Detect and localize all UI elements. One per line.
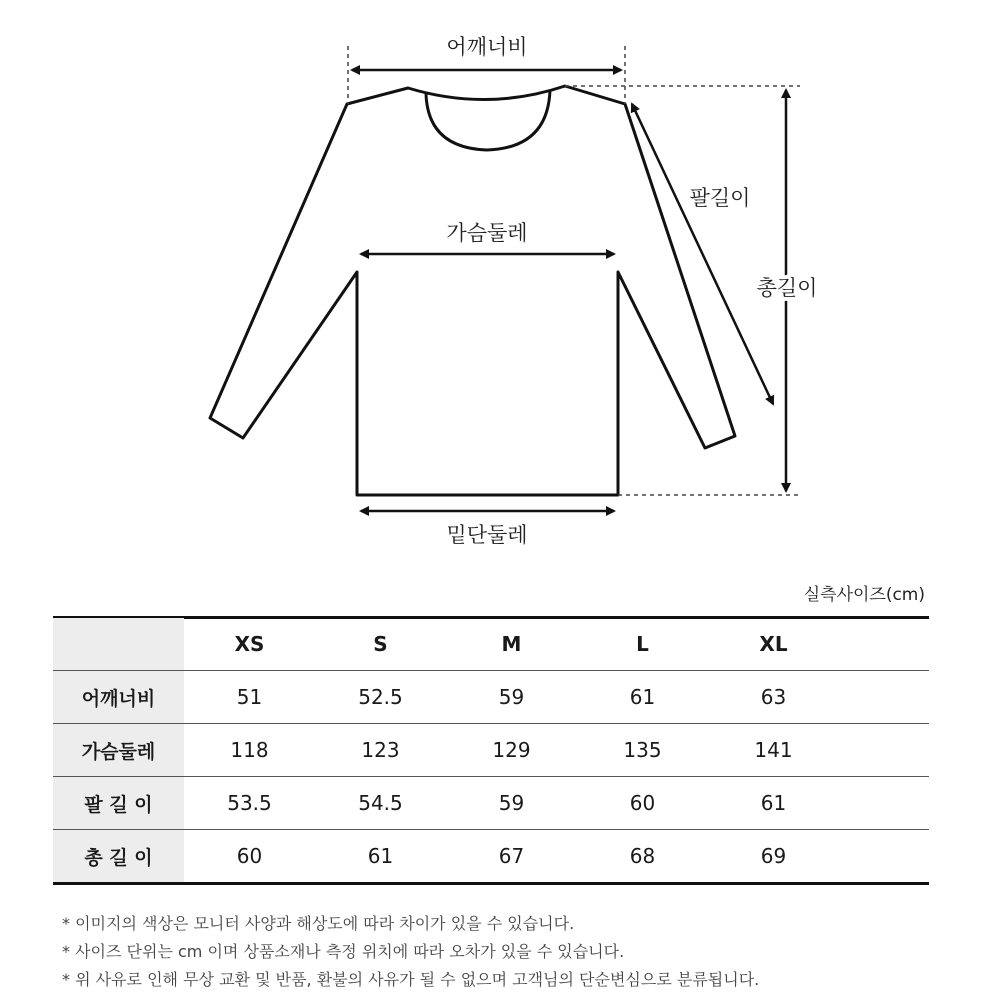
note-line: * 위 사유로 인해 무상 교환 및 반품, 환불의 사유가 될 수 없으며 고객님의 단순변심으로 분류됩니다. <box>62 970 760 989</box>
table-cell: 61 <box>577 671 708 724</box>
table-row <box>53 671 929 724</box>
table-cell: 51 <box>184 671 315 724</box>
row-label: 가슴둘레 <box>53 724 184 777</box>
size-header: XL <box>708 618 839 671</box>
table-cell: 123 <box>315 724 446 777</box>
total-length-label: 총길이 <box>756 276 818 300</box>
shirt-outline <box>210 86 735 495</box>
size-header: M <box>446 618 577 671</box>
row-label: 팔 길 이 <box>53 777 184 830</box>
note-line: * 사이즈 단위는 cm 이며 상품소재나 측정 위치에 따라 오차가 있을 수 있습니다. <box>62 942 625 961</box>
table-cell: 118 <box>184 724 315 777</box>
table-cell: 141 <box>708 724 839 777</box>
notes <box>62 910 759 994</box>
table-corner <box>53 618 184 671</box>
table-cell: 54.5 <box>315 777 446 830</box>
chest-label: 가슴둘레 <box>446 221 528 245</box>
row-label: 총 길 이 <box>53 830 184 884</box>
table-cell: 53.5 <box>184 777 315 830</box>
table-cell: 52.5 <box>315 671 446 724</box>
table-header-row <box>53 618 929 671</box>
table-cell: 68 <box>577 830 708 884</box>
table-row <box>53 777 929 830</box>
table-cell: 59 <box>446 671 577 724</box>
table-cell: 129 <box>446 724 577 777</box>
table-spacer <box>839 618 929 671</box>
shoulder-label: 어깨너비 <box>446 35 528 59</box>
hem-label: 밑단둘레 <box>446 523 528 547</box>
table-cell: 135 <box>577 724 708 777</box>
note-line: * 이미지의 색상은 모니터 사양과 해상도에 따라 차이가 있을 수 있습니다. <box>62 914 575 933</box>
table-cell: 61 <box>315 830 446 884</box>
table-cell: 63 <box>708 671 839 724</box>
table-cell: 69 <box>708 830 839 884</box>
size-header: S <box>315 618 446 671</box>
table-spacer <box>839 830 929 884</box>
table-spacer <box>839 671 929 724</box>
table-cell: 60 <box>184 830 315 884</box>
table-spacer <box>839 777 929 830</box>
sleeve-arrow <box>632 104 773 404</box>
size-header: L <box>577 618 708 671</box>
sleeve-label: 팔길이 <box>689 186 751 210</box>
table-cell: 61 <box>708 777 839 830</box>
unit-label: 실측사이즈(cm) <box>803 585 925 605</box>
row-label: 어깨너비 <box>53 671 184 724</box>
table-cell: 59 <box>446 777 577 830</box>
table-cell: 60 <box>577 777 708 830</box>
table-cell: 67 <box>446 830 577 884</box>
table-spacer <box>839 724 929 777</box>
table-row <box>53 830 929 884</box>
size-header: XS <box>184 618 315 671</box>
table-row <box>53 724 929 777</box>
size-table <box>53 618 929 885</box>
